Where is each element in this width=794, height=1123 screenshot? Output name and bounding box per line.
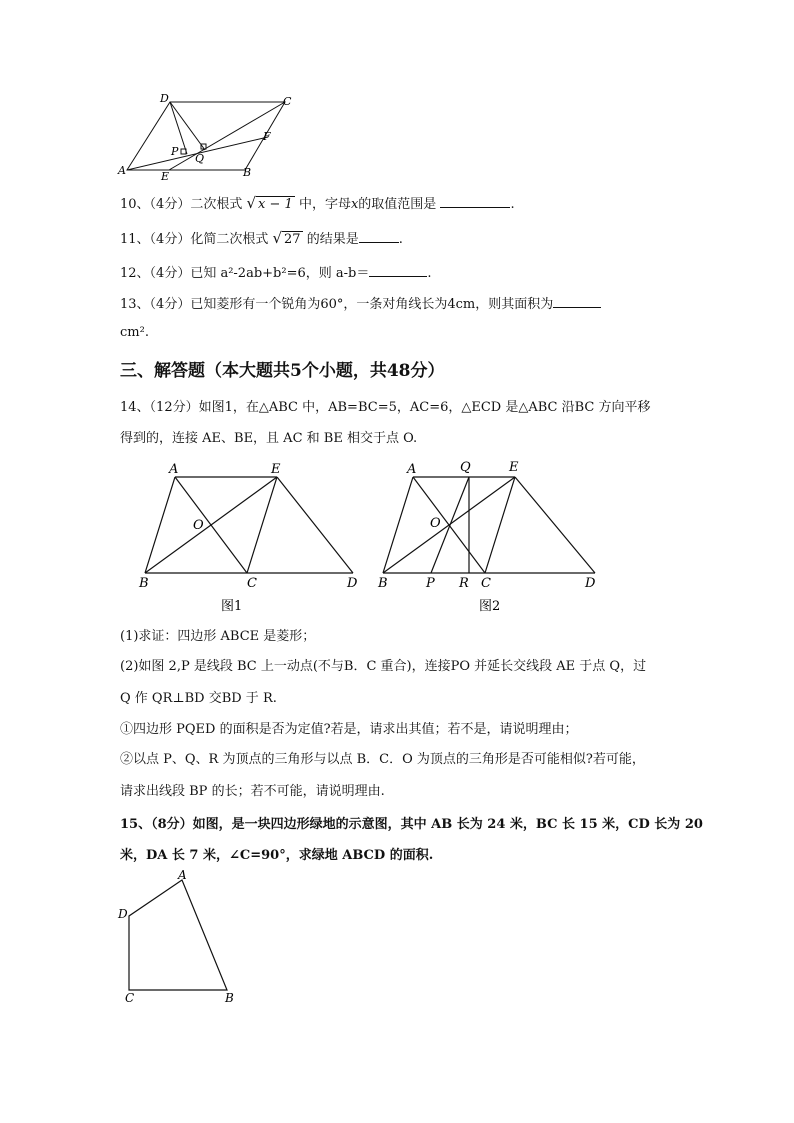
question-14-part2-line1: (2)如图 2,P 是线段 BC 上一动点(不与B．C 重合)，连接PO 并延长交线段 AE 于点 Q，过 <box>120 659 647 674</box>
label-P: P <box>171 145 179 158</box>
fig1-label-D: D <box>347 576 358 591</box>
question-14-part1: (1)求证：四边形 ABCE 是菱形； <box>120 629 316 644</box>
radical-27: √ 27 <box>272 229 301 247</box>
label-Q: Q <box>195 152 205 165</box>
fig1-label-E: E <box>271 462 281 477</box>
fig2-label-Q: Q <box>460 460 471 475</box>
q15-label-D: D <box>118 907 128 921</box>
radical-x-minus-1: √ x − 1 <box>246 194 293 212</box>
question-12: 12、（4分）已知 a²-2ab+b²=6，则 a-b＝ . <box>120 266 432 281</box>
figure-quadrilateral-abcd <box>115 866 245 1006</box>
fig1-label-C: C <box>247 576 257 591</box>
question-15-line1: 15、（8分）如图，是一块四边形绿地的示意图，其中 AB 长为 24 米，BC 长 15 米，CD 长为 20 <box>120 817 703 832</box>
figure-parallelogram <box>115 92 305 182</box>
question-10: 10、（4分）二次根式 √ x − 1 中，字母x的取值范围是 . <box>120 194 515 212</box>
label-A: A <box>118 164 126 177</box>
fig2-label-C: C <box>481 576 491 591</box>
question-13-unit: cm². <box>120 325 149 340</box>
label-E: E <box>161 170 170 182</box>
fig2-caption: 图2 <box>479 599 501 614</box>
question-14-line1: 14、（12分）如图1，在△ABC 中，AB=BC=5，AC=6，△ECD 是△ABC 沿BC 方向平移 <box>120 400 651 415</box>
q15-label-A: A <box>178 868 187 882</box>
fig2-label-A: A <box>407 462 417 477</box>
fig1-label-O: O <box>193 518 204 533</box>
section-3-title: 三、解答题（本大题共5个小题，共48分） <box>120 361 445 381</box>
label-D: D <box>160 92 169 105</box>
fig1-caption: 图1 <box>221 599 243 614</box>
label-F: F <box>263 130 271 143</box>
label-B: B <box>243 166 252 179</box>
question-14-part2-line2: Q 作 QR⊥BD 交BD 于 R. <box>120 691 277 706</box>
question-14-part4-line1: ②以点 P、Q、R 为顶点的三角形与以点 B．C．O 为顶点的三角形是否可能相似?若可能， <box>120 752 645 767</box>
fig2-label-E: E <box>509 460 519 475</box>
fig2-label-B: B <box>378 576 388 591</box>
question-11: 11、（4分）化简二次根式 √ 27 的结果是 . <box>120 229 403 247</box>
question-13: 13、（4分）已知菱形有一个锐角为60°，一条对角线长为4cm，则其面积为 <box>120 293 601 312</box>
question-14-part3: ①四边形 PQED 的面积是否为定值?若是，请求出其值；若不是，请说明理由； <box>120 722 578 737</box>
label-C: C <box>283 95 292 108</box>
answer-blank-11[interactable] <box>359 230 399 243</box>
q15-label-B: B <box>225 991 234 1005</box>
fig2-label-O: O <box>430 516 441 531</box>
fig1-label-B: B <box>139 576 149 591</box>
question-14-part4-line2: 请求出线段 BP 的长；若不可能，请说明理由. <box>120 784 385 799</box>
fig2-label-P: P <box>426 576 435 591</box>
q15-label-C: C <box>125 991 135 1005</box>
fig2-label-D: D <box>585 576 596 591</box>
answer-blank-12[interactable] <box>369 264 427 277</box>
figure-2 <box>375 455 605 615</box>
answer-blank-10[interactable] <box>440 195 510 208</box>
question-15-line2: 米，DA 长 7 米，∠C=90°，求绿地 ABCD 的面积. <box>120 848 434 863</box>
figure-1 <box>135 455 365 615</box>
fig1-label-A: A <box>169 462 179 477</box>
fig2-label-R: R <box>459 576 469 591</box>
answer-blank-13[interactable] <box>553 295 601 308</box>
question-14-line2: 得到的，连接 AE、BE，且 AC 和 BE 相交于点 O. <box>120 431 418 446</box>
